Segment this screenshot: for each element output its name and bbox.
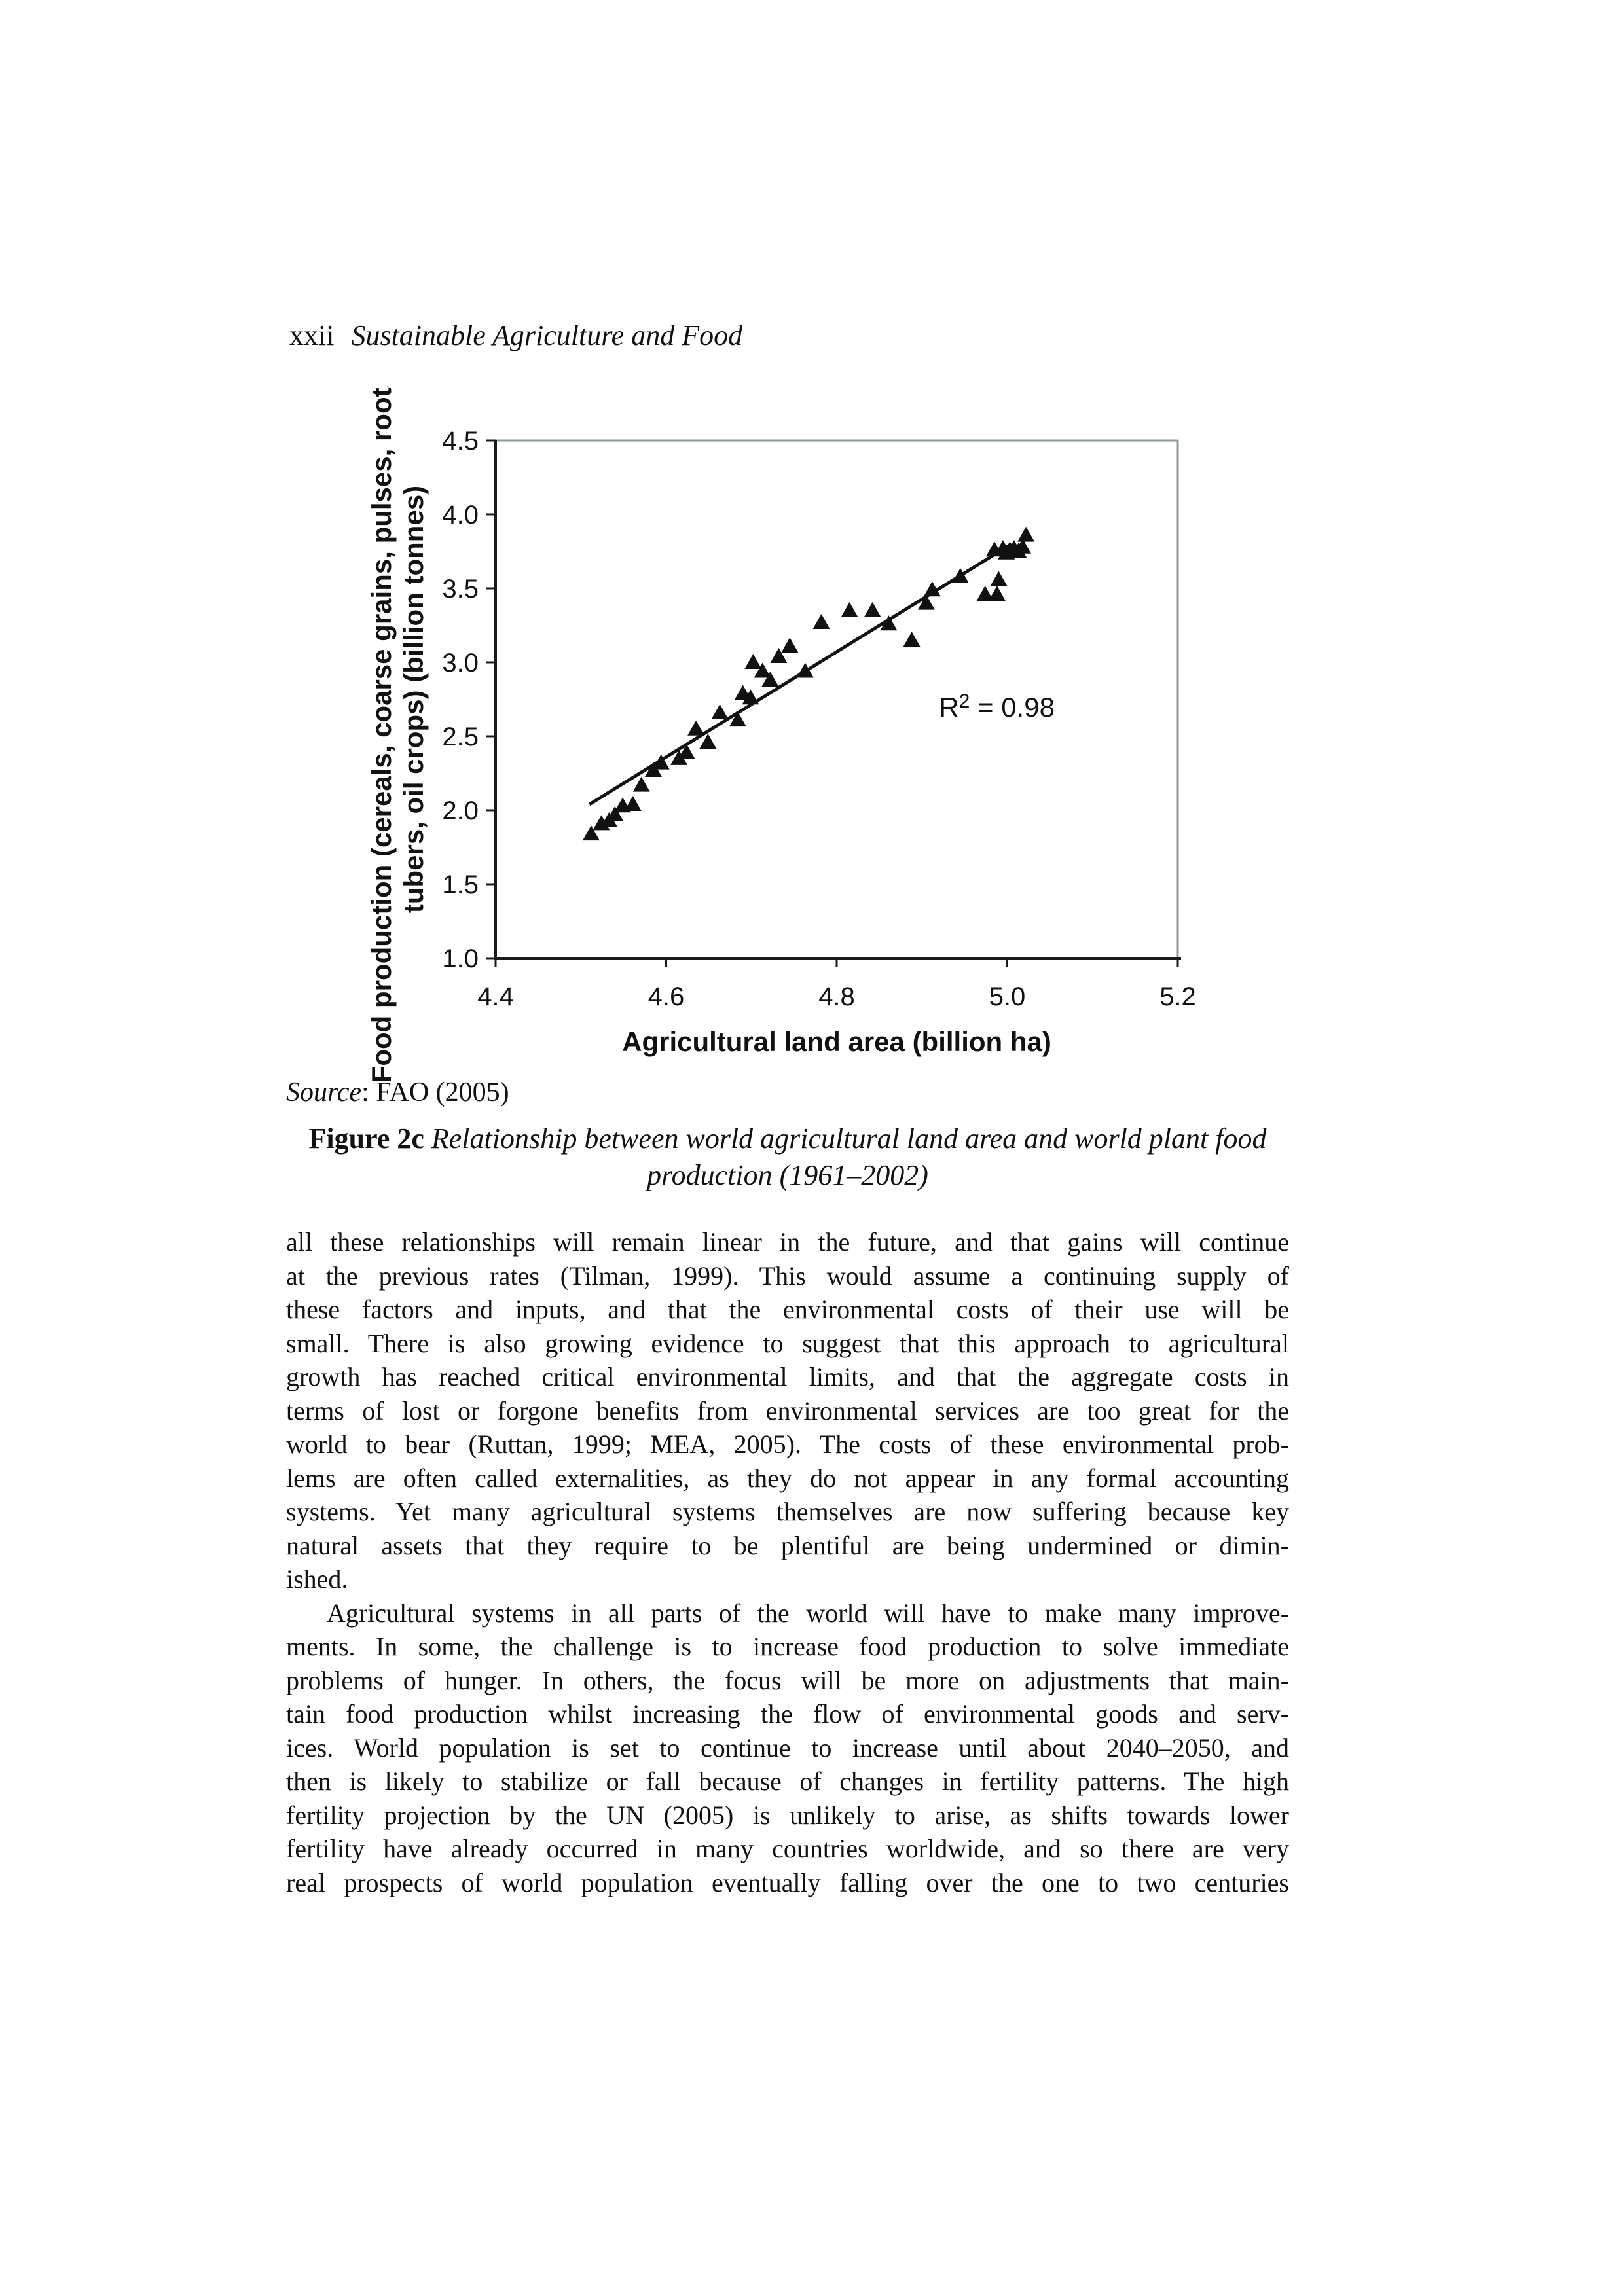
figure-caption	[286, 1121, 1289, 1194]
body-text-line: tain food production whilst increasing the flow of environmental goods and serv-	[286, 1699, 1289, 1729]
body-text-line: at the previous rates (Tilman, 1999). This would assume a continuing supply of	[286, 1261, 1289, 1291]
body-text-line: ices. World population is set to continue to increase until about 2040–2050, and	[286, 1732, 1289, 1763]
running-head	[289, 319, 742, 352]
figure-title-line2: production (1961–2002)	[647, 1159, 928, 1191]
data-point-triangle	[989, 586, 1006, 601]
body-text-line: then is likely to stabilize or fall because of changes in fertility patterns. The high	[286, 1767, 1289, 1796]
y-axis-title-line2: tubers, oil crops) (billion tonnes)	[398, 485, 429, 914]
body-text-line: ments. In some, the challenge is to increase food production to solve immediate	[286, 1632, 1289, 1661]
y-tick-label: 4.5	[442, 427, 479, 456]
data-point-triangle	[1017, 527, 1034, 542]
data-point-triangle	[729, 711, 746, 726]
data-point-triangle	[813, 614, 830, 629]
x-tick-label: 4.8	[818, 982, 855, 1011]
data-point-triangle	[744, 654, 761, 669]
r-squared-annotation: $R^2 = 0.98$	[939, 690, 1055, 723]
body-text-line: lems are often called externalities, as they do not appear in any formal accounting	[286, 1463, 1289, 1493]
body-text-line: Agricultural systems in all parts of the world will have to make many improve-	[327, 1598, 1289, 1628]
body-text-line: fertility have already occurred in many countries worldwide, and so there are very	[286, 1834, 1289, 1863]
figure-caption-line1	[286, 1121, 1289, 1157]
page-number: xxii	[289, 319, 335, 351]
source-line	[286, 1077, 509, 1108]
data-point-triangle	[990, 571, 1007, 586]
data-point-triangle	[712, 704, 729, 719]
data-point-triangle	[841, 602, 858, 617]
source-label: Source	[286, 1077, 362, 1107]
data-point-triangle	[687, 721, 704, 736]
body-text-line: real prospects of world population eventually falling over the one to two centuries	[286, 1867, 1289, 1897]
y-tick-label: 3.5	[442, 575, 479, 603]
figure-title-line1: Relationship between world agricultural land area and world plant food	[431, 1122, 1267, 1155]
body-text-line: ished.	[286, 1564, 348, 1594]
scatter-chart-figure	[354, 386, 1224, 1086]
y-tick-label: 2.5	[442, 723, 479, 751]
book-title: Sustainable Agriculture and Food	[351, 319, 743, 351]
x-axis-title: Agricultural land area (billion ha)	[622, 1026, 1051, 1057]
body-text-line: terms of lost or forgone benefits from environmental services are too great for the	[286, 1395, 1289, 1426]
data-point-triangle	[781, 637, 798, 653]
source-text: : FAO (2005)	[361, 1077, 509, 1107]
body-text-line: growth has reached critical environmental limits, and that the aggregate costs in	[286, 1362, 1289, 1391]
data-point-triangle	[864, 602, 881, 617]
body-text-line: systems. Yet many agricultural systems themselves are now suffering because key	[286, 1497, 1289, 1526]
data-point-triangle	[903, 632, 921, 647]
x-tick-label: 4.4	[477, 982, 514, 1011]
scatter-chart	[354, 386, 1224, 1086]
y-tick-label: 2.0	[442, 797, 479, 825]
x-tick-label: 4.6	[647, 982, 685, 1011]
body-text-line: world to bear (Ruttan, 1999; MEA, 2005). The costs of these environmental prob-	[286, 1429, 1289, 1459]
y-axis-title-line1: Food production (cereals, coarse grains, pulses, roots and	[366, 386, 397, 1083]
body-text-line: fertility projection by the UN (2005) is unlikely to arise, as shifts towards lower	[286, 1800, 1289, 1830]
x-tick-label: 5.0	[989, 982, 1026, 1011]
body-text	[286, 1225, 1289, 1899]
y-tick-label: 1.5	[442, 870, 479, 899]
body-text-line: natural assets that they require to be plentiful are being undermined or dimin-	[286, 1530, 1289, 1560]
body-text-line: small. There is also growing evidence to suggest that this approach to agricultural	[286, 1328, 1289, 1358]
body-text-line: these factors and inputs, and that the environmental costs of their use will be	[286, 1295, 1289, 1324]
data-point-triangle	[625, 796, 642, 811]
body-text-line: problems of hunger. In others, the focus will be more on adjustments that main-	[286, 1665, 1289, 1695]
y-tick-label: 4.0	[442, 501, 479, 529]
y-tick-label: 1.0	[442, 944, 479, 973]
data-point-triangle	[633, 777, 650, 792]
figure-label: Figure 2c	[308, 1122, 424, 1155]
x-tick-label: 5.2	[1159, 982, 1196, 1011]
body-text-line: all these relationships will remain linear in the future, and that gains will continue	[286, 1227, 1289, 1257]
data-point-triangle	[797, 663, 814, 678]
y-tick-label: 3.0	[442, 649, 479, 677]
